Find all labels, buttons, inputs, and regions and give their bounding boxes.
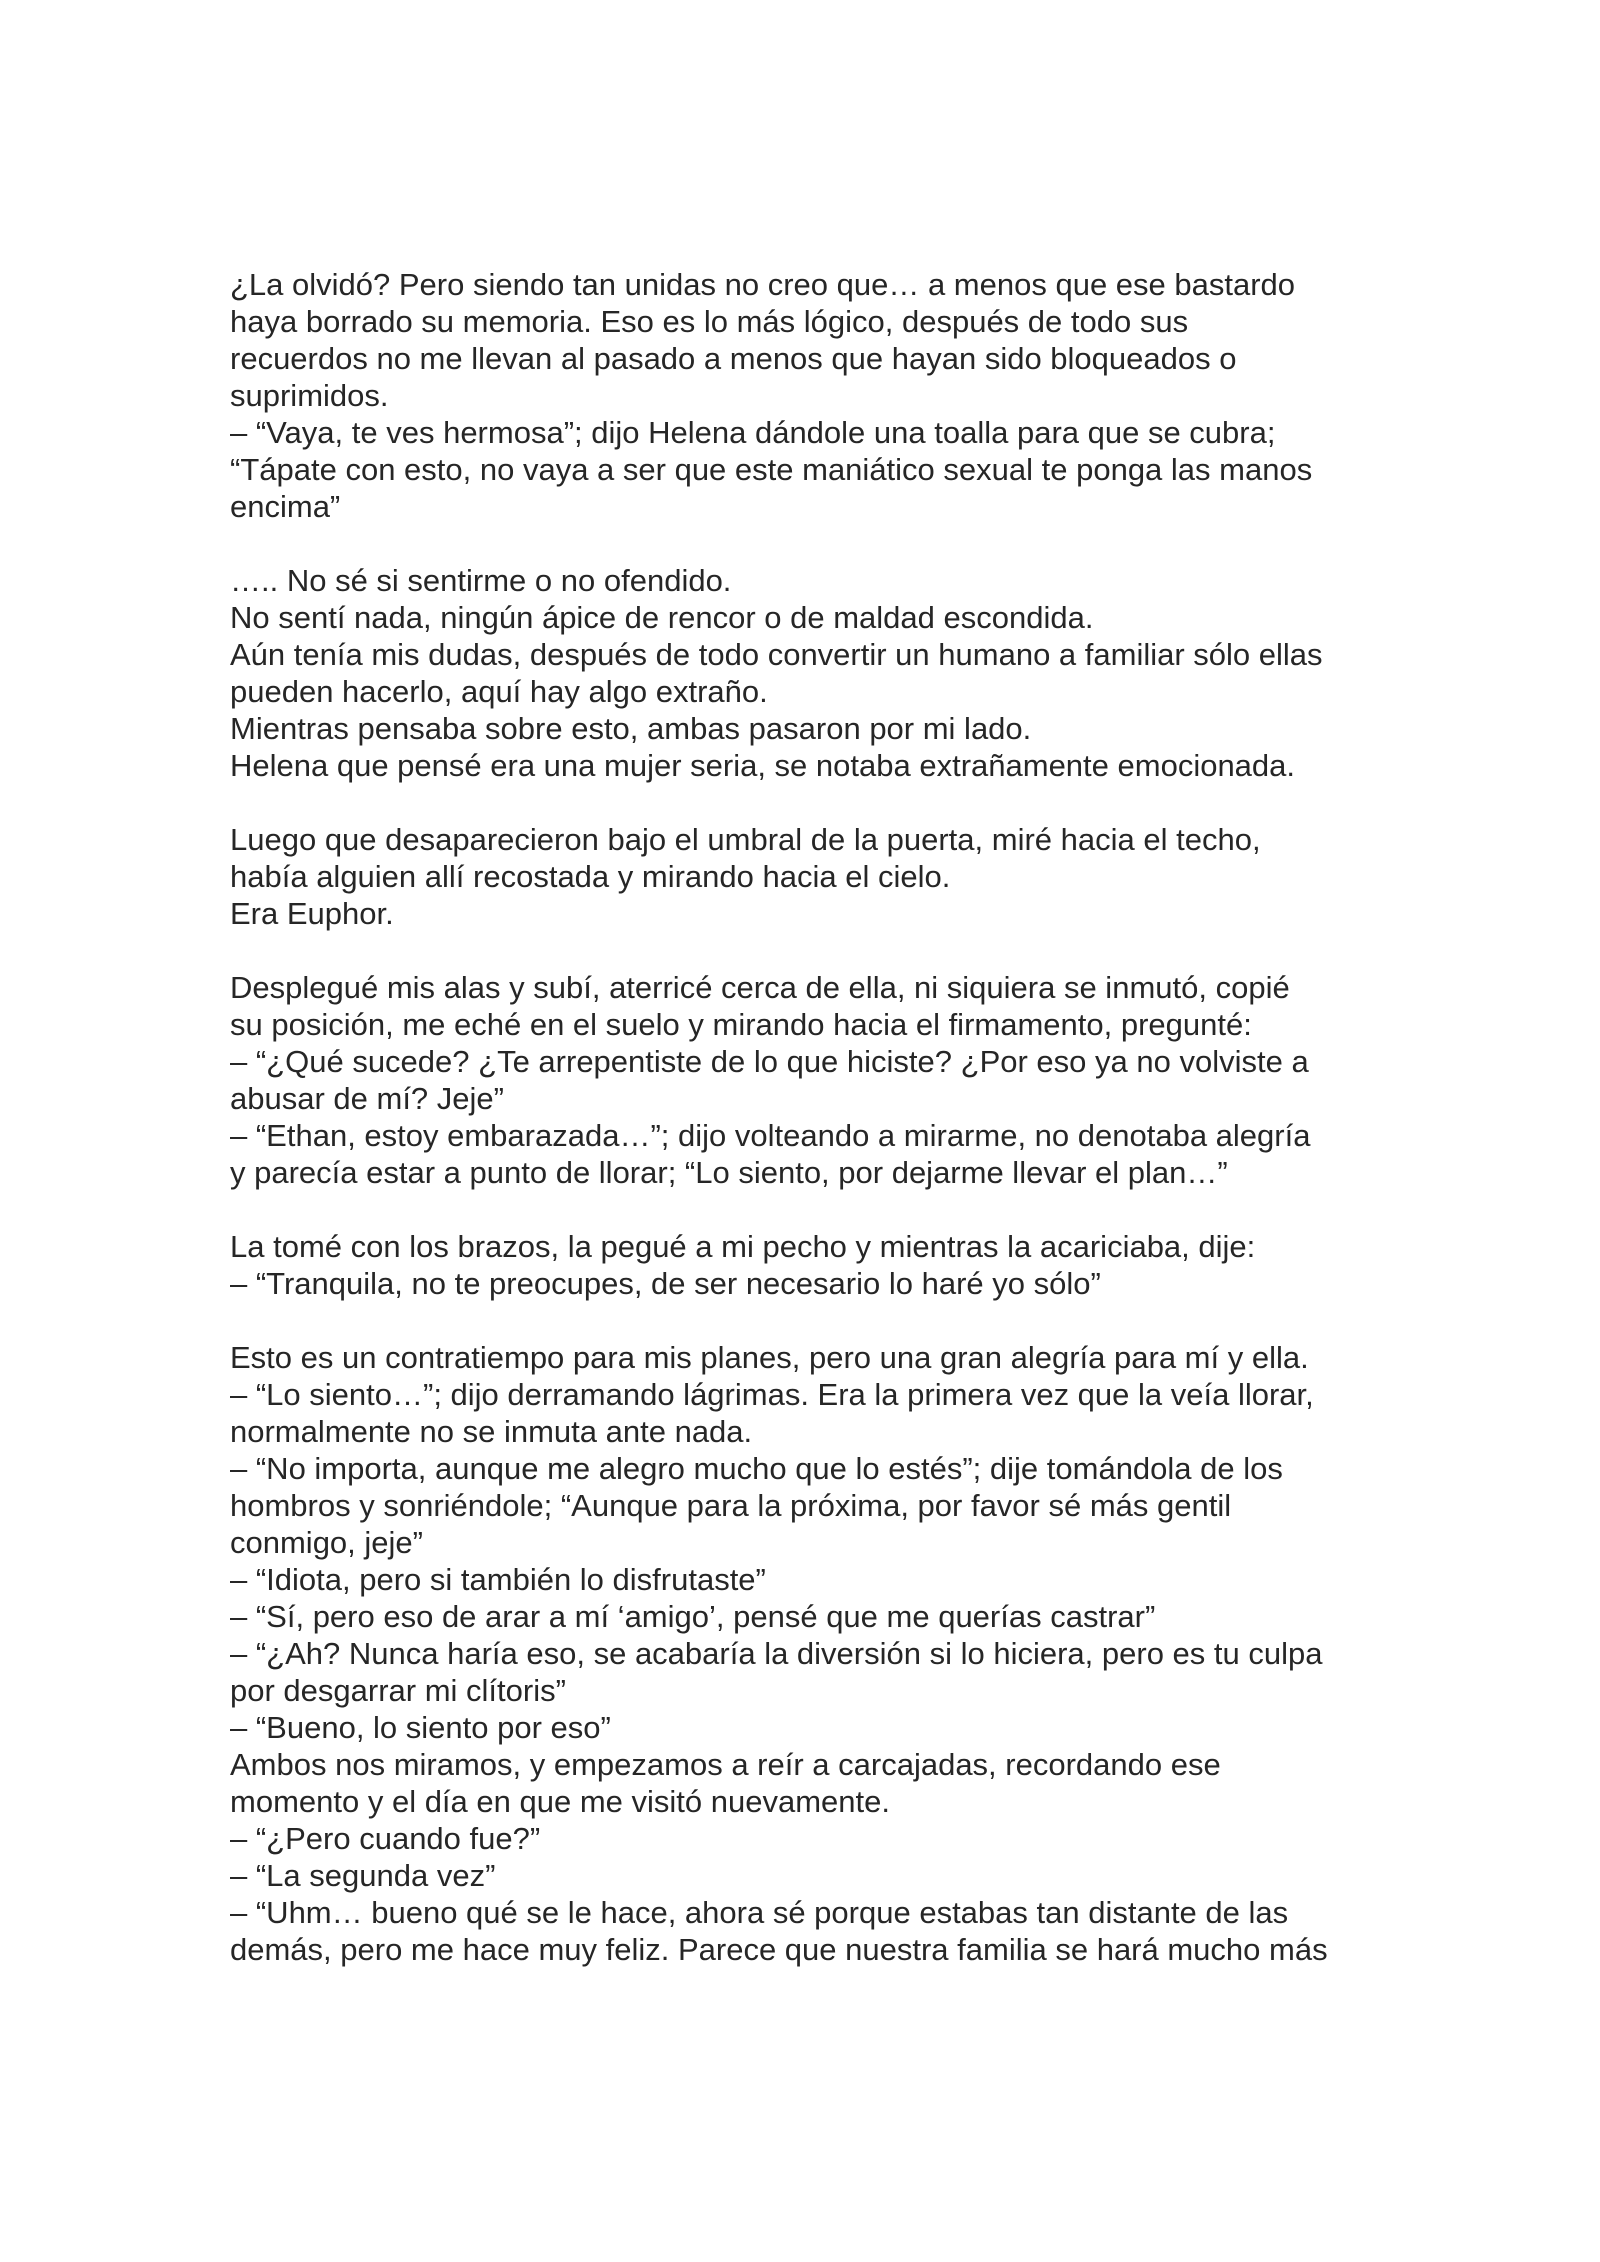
text-line: Luego que desaparecieron bajo el umbral de la puerta, miré hacia el techo,: [230, 822, 1261, 857]
text-line: Mientras pensaba sobre esto, ambas pasaron por mi lado.: [230, 711, 1032, 746]
text-line: – “¿Pero cuando fue?”: [230, 1821, 541, 1856]
text-line: – “Uhm… bueno qué se le hace, ahora sé porque estabas tan distante de las: [230, 1895, 1289, 1930]
text-line: – “Bueno, lo siento por eso”: [230, 1710, 611, 1745]
paragraph: [230, 1339, 1430, 1968]
paragraph: [230, 821, 1430, 932]
text-line: – “Sí, pero eso de arar a mí ‘amigo’, pensé que me querías castrar”: [230, 1599, 1156, 1634]
text-line: demás, pero me hace muy feliz. Parece que nuestra familia se hará mucho más: [230, 1932, 1328, 1967]
text-line: hombros y sonriéndole; “Aunque para la próxima, por favor sé más gentil: [230, 1488, 1232, 1523]
body-text: [230, 266, 1430, 1968]
text-line: y parecía estar a punto de llorar; “Lo siento, por dejarme llevar el plan…”: [230, 1155, 1228, 1190]
text-line: haya borrado su memoria. Eso es lo más lógico, después de todo sus: [230, 304, 1189, 339]
text-line: había alguien allí recostada y mirando hacia el cielo.: [230, 859, 951, 894]
text-line: – “Ethan, estoy embarazada…”; dijo volteando a mirarme, no denotaba alegría: [230, 1118, 1311, 1153]
text-line: – “Idiota, pero si también lo disfrutaste”: [230, 1562, 766, 1597]
text-line: abusar de mí? Jeje”: [230, 1081, 504, 1116]
text-line: Esto es un contratiempo para mis planes, pero una gran alegría para mí y ella.: [230, 1340, 1309, 1375]
text-line: suprimidos.: [230, 378, 389, 413]
text-line: Aún tenía mis dudas, después de todo convertir un humano a familiar sólo ellas: [230, 637, 1323, 672]
text-line: No sentí nada, ningún ápice de rencor o de maldad escondida.: [230, 600, 1094, 635]
text-line: Desplegué mis alas y subí, aterricé cerca de ella, ni siquiera se inmutó, copié: [230, 970, 1290, 1005]
paragraph-gap: [230, 932, 1430, 969]
text-line: Helena que pensé era una mujer seria, se notaba extrañamente emocionada.: [230, 748, 1296, 783]
text-line: encima”: [230, 489, 341, 524]
paragraph: [230, 1228, 1430, 1302]
text-line: momento y el día en que me visitó nuevamente.: [230, 1784, 890, 1819]
text-line: recuerdos no me llevan al pasado a menos que hayan sido bloqueados o: [230, 341, 1237, 376]
text-line: conmigo, jeje”: [230, 1525, 423, 1560]
text-line: pueden hacerlo, aquí hay algo extraño.: [230, 674, 768, 709]
text-line: – “¿Qué sucede? ¿Te arrepentiste de lo que hiciste? ¿Por eso ya no volviste a: [230, 1044, 1309, 1079]
text-line: – “Lo siento…”; dijo derramando lágrimas. Era la primera vez que la veía llorar,: [230, 1377, 1314, 1412]
text-line: – “Vaya, te ves hermosa”; dijo Helena dándole una toalla para que se cubra;: [230, 415, 1276, 450]
text-line: por desgarrar mi clítoris”: [230, 1673, 566, 1708]
paragraph-gap: [230, 525, 1430, 562]
text-line: – “Tranquila, no te preocupes, de ser necesario lo haré yo sólo”: [230, 1266, 1101, 1301]
text-line: su posición, me eché en el suelo y mirando hacia el firmamento, pregunté:: [230, 1007, 1252, 1042]
paragraph-gap: [230, 1302, 1430, 1339]
text-line: ….. No sé si sentirme o no ofendido.: [230, 563, 732, 598]
paragraph-gap: [230, 1191, 1430, 1228]
text-line: ¿La olvidó? Pero siendo tan unidas no creo que… a menos que ese bastardo: [230, 267, 1296, 302]
paragraph: [230, 266, 1430, 525]
text-line: La tomé con los brazos, la pegué a mi pecho y mientras la acariciaba, dije:: [230, 1229, 1256, 1264]
paragraph: [230, 562, 1430, 784]
paragraph: [230, 969, 1430, 1191]
text-line: normalmente no se inmuta ante nada.: [230, 1414, 753, 1449]
text-line: “Tápate con esto, no vaya a ser que este maniático sexual te ponga las manos: [230, 452, 1313, 487]
paragraph-gap: [230, 784, 1430, 821]
text-line: Era Euphor.: [230, 896, 394, 931]
text-line: – “¿Ah? Nunca haría eso, se acabaría la diversión si lo hiciera, pero es tu culpa: [230, 1636, 1323, 1671]
text-line: – “La segunda vez”: [230, 1858, 496, 1893]
text-line: Ambos nos miramos, y empezamos a reír a carcajadas, recordando ese: [230, 1747, 1221, 1782]
text-line: – “No importa, aunque me alegro mucho que lo estés”; dije tomándola de los: [230, 1451, 1283, 1486]
